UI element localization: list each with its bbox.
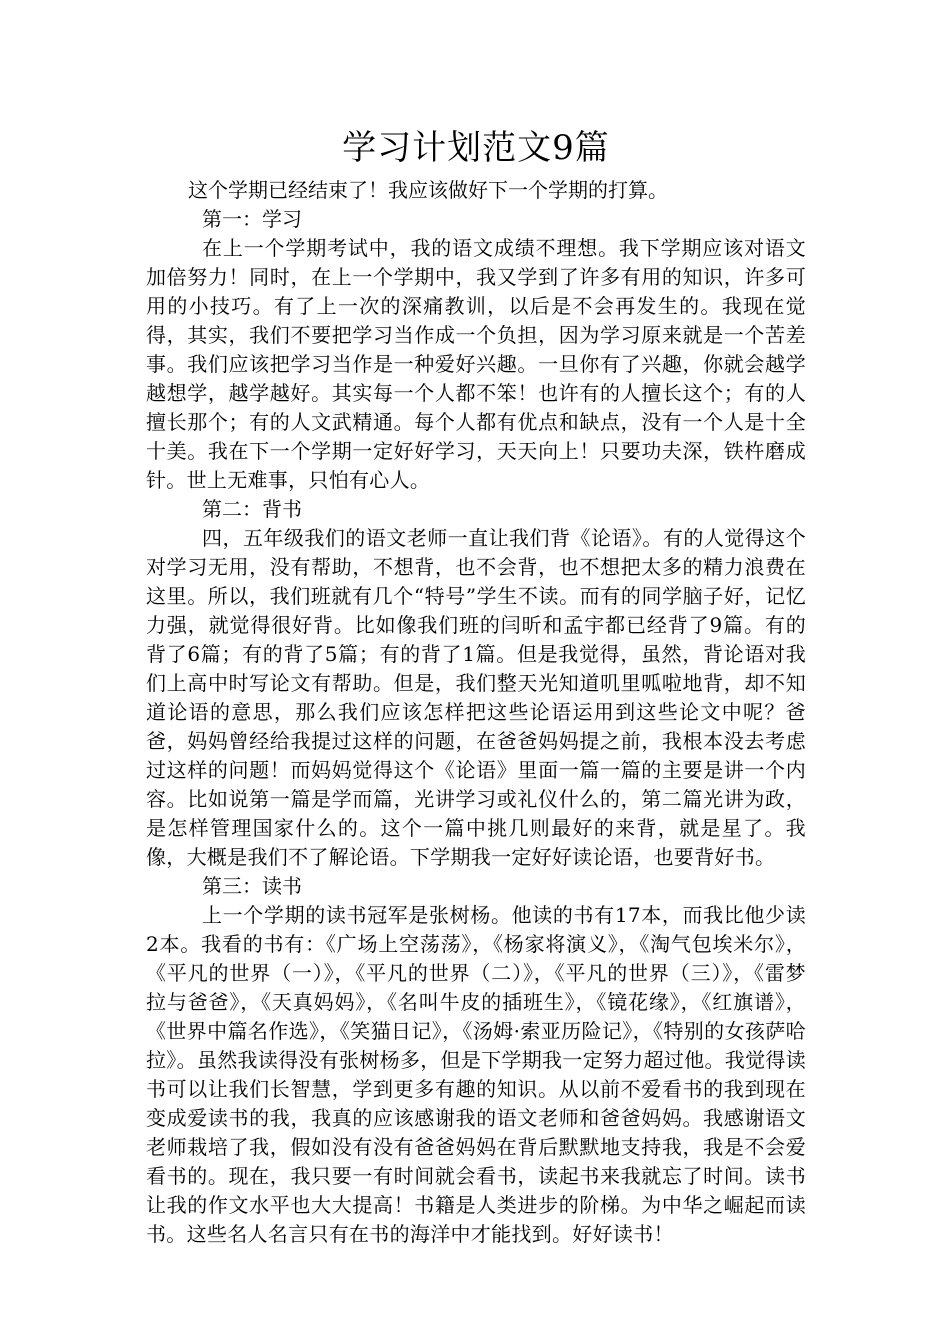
intro-paragraph: 这个学期已经结束了！我应该做好下一个学期的打算。 [188,178,668,202]
section-body-recitation: 四，五年级我们的语文老师一直让我们背《论语》。有的人觉得这个对学习无用，没有帮助，不想背，也不会背，也不想把太多的精力浪费在这里。所以，我们班就有几个“特号”学生不读。而有的同学脑子好，记忆力强，就觉得很好背。比如像我们班的闫昕和孟宇都已经背了9篇。有的背了6篇；有的背了5篇；有的背了1篇。但是我觉得，虽然，背论语对我们上高中时写论文有帮助。但是，我们整天光知道叽里呱啦地背，却不知道论语的意思，那么我们应该怎样把这些论语运用到这些论文中呢？爸爸，妈妈曾经给我提过这样的问题，在爸爸妈妈提之前，我根本没去考虑过这样的问题！而妈妈觉得这个《论语》里面一篇一篇的主要是讲一个内容。比如说第一篇是学而篇，光讲学习或礼仪什么的，第二篇光讲为政，是怎样管理国家什么的。这个一篇中挑几则最好的来背，就是星了。我像，大概是我们不了解论语。下学期我一定好好读论语，也要背好书。 [146,526,806,869]
document-page [146,122,806,1249]
section-heading-study: 第一：学习 [202,207,302,231]
section-heading-reading: 第三：读书 [202,874,302,898]
section-heading-recitation: 第二：背书 [202,497,302,521]
section-body-study: 在上一个学期考试中，我的语文成绩不理想。我下学期应该对语文加倍努力！同时，在上一个学期中，我又学到了许多有用的知识，许多可用的小技巧。有了上一次的深痛教训，以后是不会再发生的。我现在觉得，其实，我们不要把学习当作成一个负担，因为学习原来就是一个苦差事。我们应该把学习当作是一种爱好兴趣。一旦你有了兴趣，你就会越学越想学，越学越好。其实每一个人都不笨！也许有的人擅长这个；有的人擅长那个；有的人文武精通。每个人都有优点和缺点，没有一个人是十全十美。我在下一个学期一定好好学习，天天向上！只要功夫深，铁杵磨成针。世上无难事，只怕有心人。 [146,236,806,492]
document-title: 学习计划范文9篇 [342,128,610,168]
section-body-reading: 上一个学期的读书冠军是张树杨。他读的书有17本，而我比他少读2本。我看的书有：《广场上空荡荡》，《杨家将演义》，《淘气包埃米尔》，《平凡的世界（一）》，《平凡的世界（二）》，《平凡的世界（三）》，《雷梦拉与爸爸》，《天真妈妈》，《名叫牛皮的插班生》，《镜花缘》，《红旗谱》，《世界中篇名作选》，《笑猫日记》，《汤姆·索亚历险记》，《特别的女孩萨哈拉》。虽然我读得没有张树杨多，但是下学期我一定努力超过他。我觉得读书可以让我们长智慧，学到更多有趣的知识。从以前不爱看书的我到现在变成爱读书的我，我真的应该感谢我的语文老师和爸爸妈妈。我感谢语文老师栽培了我，假如没有没有爸爸妈妈在背后默默地支持我，我是不会爱看书的。现在，我只要一有时间就会看书，读起书来我就忘了时间。读书让我的作文水平也大大提高！书籍是人类进步的阶梯。为中华之崛起而读书。这些名人名言只有在书的海洋中才能找到。好好读书！ [146,903,806,1246]
